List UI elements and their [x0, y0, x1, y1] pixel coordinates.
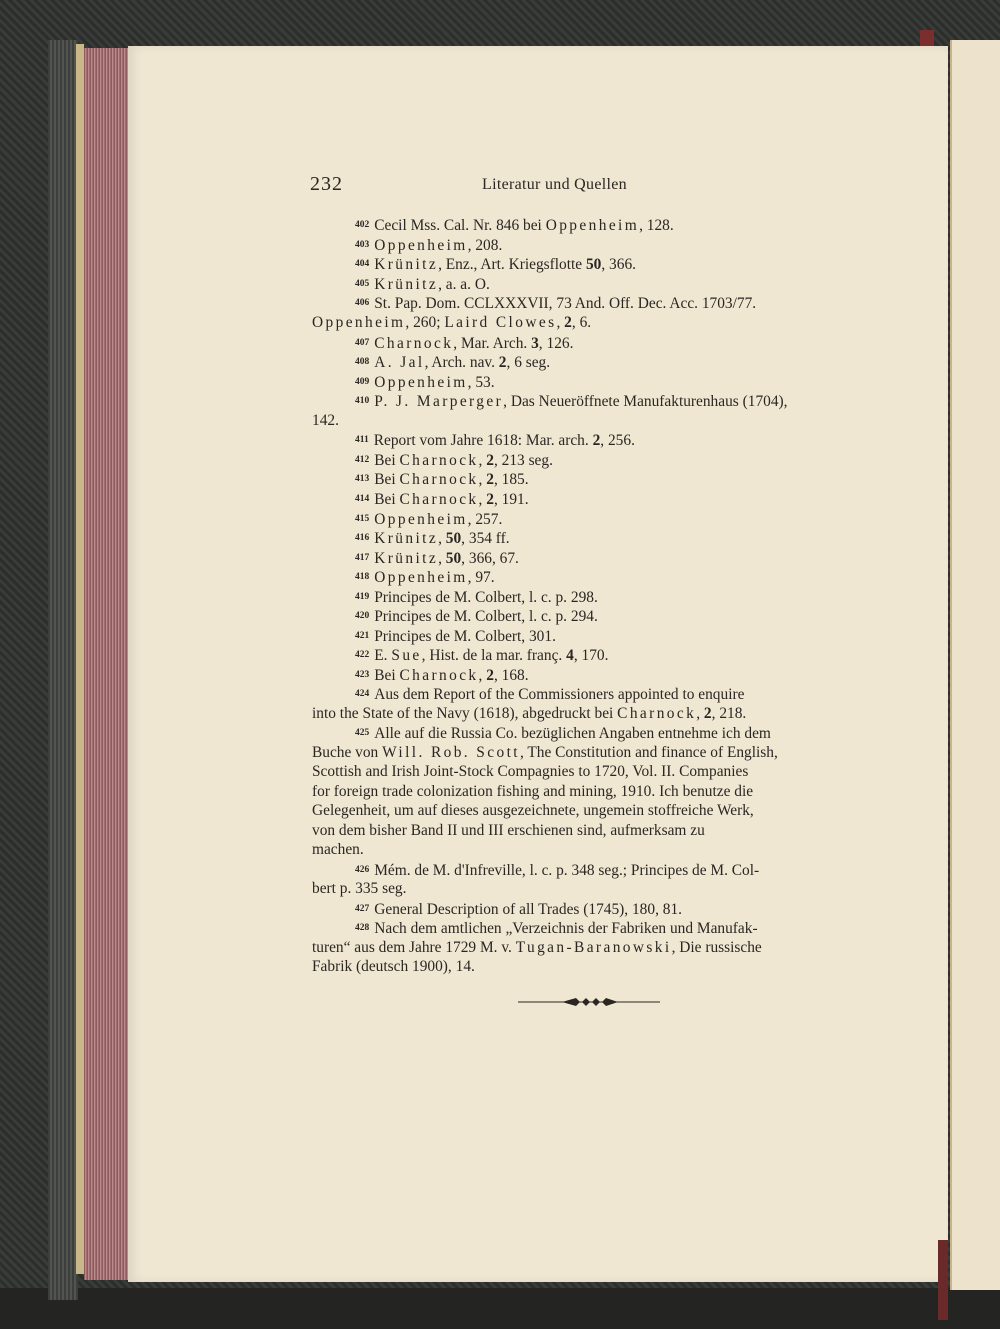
footnote-text: , Die russische [671, 939, 762, 956]
footnote-text: , The Constitution and finance of English, [519, 744, 778, 761]
footnote-number: 421 [355, 631, 370, 641]
author-name: Charnock [399, 491, 479, 508]
running-head: Literatur und Quellen [482, 176, 627, 193]
footnote-428-line2 [312, 938, 762, 958]
footnote-text: , [438, 530, 446, 547]
footnote-number: 420 [355, 611, 370, 621]
footnote-409 [355, 372, 495, 393]
volume-number: 2 [486, 452, 494, 469]
footnote-text: , [556, 314, 565, 331]
footnote-text: , [478, 471, 487, 488]
footnote-407 [355, 333, 573, 354]
author-name: Charnock [617, 705, 697, 722]
volume-number: 50 [445, 530, 462, 547]
footnote-number: 417 [355, 553, 370, 563]
footnote-428 [355, 918, 758, 939]
volume-number: 2 [592, 432, 601, 449]
cover-bottom-edge [0, 1288, 1000, 1329]
footnote-text: Buche von [312, 744, 383, 761]
page-number: 232 [310, 173, 343, 195]
footnote-text: Principes de M. Colbert, l. c. p. 294. [374, 608, 598, 625]
endpaper-edge [76, 44, 84, 1274]
author-name: Oppenheim [374, 511, 468, 528]
page-edges [84, 48, 132, 1280]
footnote-text: , 128. [639, 217, 674, 234]
author-name: Krünitz [374, 530, 439, 547]
footnote-text: , Hist. de la mar. franç. [421, 647, 567, 664]
footnote-number: 412 [355, 455, 370, 465]
footnote-425-line2 [312, 743, 778, 763]
volume-number: 2 [486, 667, 494, 684]
book-spine-cloth [48, 40, 78, 1300]
footnote-403 [355, 235, 502, 256]
footnote-text: , 168. [493, 667, 529, 684]
footnote-417 [355, 548, 519, 569]
bookmark-ribbon [938, 1240, 948, 1320]
footnote-number: 427 [355, 904, 370, 914]
footnote-410 [355, 391, 788, 412]
footnote-number: 418 [355, 572, 370, 582]
author-name: P. J. Marperger [374, 393, 504, 410]
facing-page-edge [950, 40, 1000, 1290]
author-name: Sue [391, 647, 422, 664]
footnote-421 [355, 626, 556, 647]
footnote-text: , 185. [493, 471, 529, 488]
footnote-416 [355, 528, 510, 549]
footnote-text: turen“ aus dem Jahre 1729 M. v. [312, 939, 516, 956]
volume-number: 50 [585, 256, 602, 273]
footnote-text: General Description of all Trades (1745), 180, 81. [374, 901, 683, 918]
footnote-text: , [478, 491, 487, 508]
footnote-text: , 257. [467, 511, 503, 528]
footnote-number: 405 [355, 279, 370, 289]
author-name: Oppenheim [545, 217, 640, 234]
volume-number: 50 [445, 550, 462, 567]
footnote-text: , Mar. Arch. [453, 335, 532, 352]
footnote-text: , 170. [573, 647, 609, 664]
footnote-text: Principes de M. Colbert, 301. [374, 628, 556, 645]
footnote-425-line5: Gelegenheit, um auf dieses ausgezeichnete, ungemein stoffreiche Werk, [312, 802, 754, 819]
footnote-number: 419 [355, 592, 370, 602]
footnote-text: into the State of the Navy (1618), abgedruckt bei [312, 705, 618, 722]
author-name: Charnock [399, 667, 479, 684]
footnote-423 [355, 665, 529, 686]
footnote-text: Bei [374, 667, 400, 684]
footnote-number: 406 [355, 298, 370, 308]
footnote-425-line6: von dem bisher Band II und III erschienen sind, aufmerksam zu [312, 822, 705, 839]
footnote-number: 410 [355, 396, 370, 406]
volume-number: 2 [564, 314, 572, 331]
bookmark-ribbon-top [920, 30, 934, 46]
author-name: Oppenheim [374, 237, 468, 254]
footnote-text: Report vom Jahre 1618: Mar. arch. [373, 432, 593, 449]
footnote-406-cont [312, 313, 591, 333]
footnote-number: 407 [355, 338, 370, 348]
footnote-number: 402 [355, 220, 370, 230]
author-name: Krünitz [374, 550, 439, 567]
footnote-text: , 97. [467, 569, 495, 586]
footnote-text: Nach dem amtlichen „Verzeichnis der Fabriken und Manufak- [374, 920, 758, 937]
footnote-405 [355, 274, 490, 295]
footnote-text: , 354 ff. [461, 530, 510, 547]
author-name: Oppenheim [312, 314, 406, 331]
footnote-number: 409 [355, 377, 370, 387]
footnote-text: , 256. [600, 432, 635, 449]
author-name: Krünitz [374, 256, 439, 273]
footnote-text: , [478, 667, 487, 684]
footnote-text: Bei [374, 452, 400, 469]
footnote-425-line7: machen. [312, 841, 364, 858]
footnote-404 [355, 254, 636, 275]
volume-number: 2 [498, 354, 507, 371]
footnote-text: , Enz., Art. Kriegsflotte [438, 256, 586, 273]
footnote-text: , Das Neueröffnete Manufakturenhaus (1704), [503, 393, 788, 410]
footnote-424-cont [312, 704, 746, 724]
footnote-420 [355, 606, 598, 627]
footnote-text: Bei [374, 471, 400, 488]
footnote-number: 422 [355, 650, 370, 660]
author-name: A. Jal [374, 354, 425, 371]
author-name: Oppenheim [374, 569, 468, 586]
footnote-text: , Arch. nav. [424, 354, 499, 371]
footnote-number: 411 [355, 435, 369, 445]
footnote-408 [355, 352, 550, 373]
footnote-402 [355, 215, 674, 236]
footnote-426 [355, 860, 759, 881]
footnote-415 [355, 509, 502, 530]
end-ornament [518, 995, 660, 1009]
footnote-427 [355, 899, 682, 920]
footnote-text: , [696, 705, 704, 722]
footnote-number: 423 [355, 670, 370, 680]
footnote-425 [355, 723, 771, 744]
footnote-number: 404 [355, 259, 370, 269]
author-name: Charnock [374, 335, 454, 352]
footnote-number: 424 [355, 689, 370, 699]
footnote-411 [355, 430, 635, 451]
volume-number: 2 [703, 705, 712, 722]
footnote-text: Mém. de M. d'Infreville, l. c. p. 348 seg.; Principes de M. Col- [374, 862, 760, 879]
footnote-406 [355, 293, 756, 314]
footnote-number: 416 [355, 533, 370, 543]
footnote-text: , 366. [601, 256, 636, 273]
footnote-412 [355, 450, 553, 471]
footnote-text: St. Pap. Dom. CCLXXXVII, 73 And. Off. Dec. Acc. 1703/77. [374, 295, 757, 312]
footnote-text: Alle auf die Russia Co. bezüglichen Angaben entnehme ich dem [374, 725, 771, 742]
footnote-text: , 191. [493, 491, 529, 508]
footnote-text: , 53. [467, 374, 495, 391]
footnote-number: 415 [355, 514, 370, 524]
footnote-text: , 6 seg. [506, 354, 551, 371]
volume-number: 2 [486, 471, 494, 488]
footnote-number: 408 [355, 357, 370, 367]
footnote-number: 414 [355, 494, 370, 504]
footnote-419 [355, 587, 598, 608]
author-name: Tugan-Baranowski [515, 939, 672, 956]
footnote-number: 425 [355, 728, 370, 738]
page-header [310, 173, 860, 197]
volume-number: 2 [486, 491, 494, 508]
footnote-418 [355, 567, 495, 588]
author-name: Charnock [399, 452, 479, 469]
footnote-422 [355, 645, 608, 666]
footnote-number: 426 [355, 865, 370, 875]
volume-number: 4 [566, 647, 574, 664]
footnote-text: , a. a. O. [438, 276, 490, 293]
footnote-425-line4: for foreign trade colonization fishing and mining, 1910. Ich benutze die [312, 783, 754, 800]
footnote-text: Principes de M. Colbert, l. c. p. 298. [374, 589, 598, 606]
footnote-text: Aus dem Report of the Commissioners appointed to enquire [374, 686, 745, 703]
author-name: Oppenheim [374, 374, 468, 391]
footnote-text: 142. [312, 412, 339, 429]
footnote-text: E. [374, 647, 392, 664]
footnote-414 [355, 489, 529, 510]
footnote-413 [355, 469, 529, 490]
footnote-text: , 366, 67. [461, 550, 519, 567]
footnote-410-cont [312, 411, 339, 431]
footnote-text: , 6. [571, 314, 592, 331]
author-name: Laird Clowes [444, 314, 557, 331]
volume-number: 3 [531, 335, 539, 352]
footnote-number: 403 [355, 240, 370, 250]
footnote-426-cont: bert p. 335 seg. [312, 880, 407, 897]
author-name: Krünitz [374, 276, 439, 293]
author-name: Will. Rob. Scott [382, 744, 520, 761]
footnote-number: 428 [355, 923, 370, 933]
footnote-text: , [478, 452, 487, 469]
footnote-425-line3: Scottish and Irish Joint-Stock Compagnies to 1720, Vol. II. Companies [312, 763, 749, 780]
footnote-text: Bei [374, 491, 400, 508]
footnote-text: , [438, 550, 446, 567]
footnote-text: , 208. [467, 237, 503, 254]
footnote-text: , 260; [405, 314, 445, 331]
author-name: Charnock [399, 471, 479, 488]
footnote-text: , 218. [711, 705, 747, 722]
footnote-text: , 126. [538, 335, 574, 352]
footnote-text: , 213 seg. [493, 452, 553, 469]
footnote-428-line3: Fabrik (deutsch 1900), 14. [312, 958, 475, 975]
footnote-text: Cecil Mss. Cal. Nr. 846 bei [374, 217, 546, 234]
footnote-number: 413 [355, 474, 370, 484]
footnote-424 [355, 684, 744, 705]
